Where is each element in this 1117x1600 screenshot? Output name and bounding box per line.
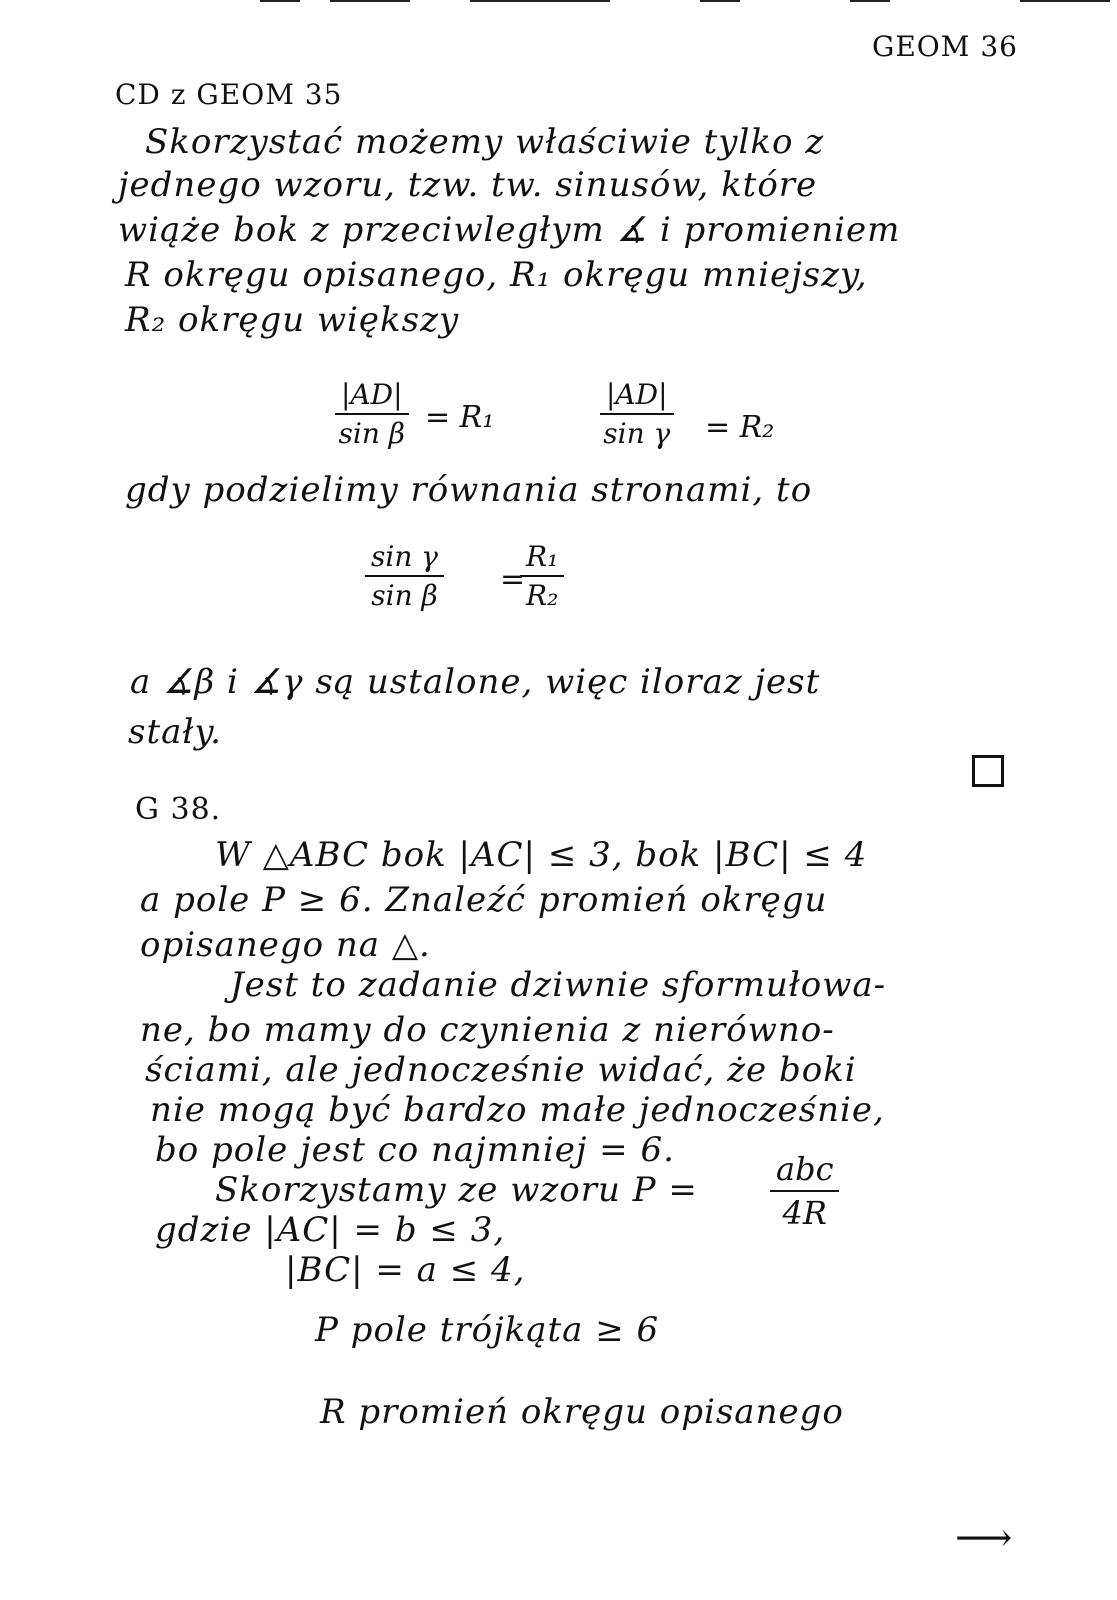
text-line: stały.: [128, 712, 222, 752]
next-page-arrow-icon: ⟶: [955, 1515, 1014, 1561]
text-line: |BC| = a ≤ 4,: [285, 1250, 526, 1290]
numerator: |AD|: [335, 378, 409, 415]
numerator: abc: [770, 1150, 839, 1192]
text-line: jednego wzoru, tzw. tw. sinusów, które: [118, 165, 818, 205]
text-line: nie mogą być bardzo małe jednocześnie,: [150, 1090, 885, 1130]
text-line: opisanego na △.: [140, 925, 431, 965]
formula-fraction: [335, 378, 409, 450]
formula-rhs: = R₂: [705, 410, 775, 445]
denominator: sin β: [371, 579, 438, 612]
text-line: W △ABC bok |AC| ≤ 3, bok |BC| ≤ 4: [215, 835, 868, 875]
section-title: G 38.: [135, 792, 222, 827]
text-line: wiąże bok z przeciwległym ∡ i promieniem: [118, 210, 901, 250]
end-of-proof-mark: [972, 755, 1004, 787]
equals-sign: =: [500, 562, 526, 597]
text-line: R okręgu opisanego, R₁ okręgu mniejszy,: [125, 255, 868, 295]
text-line: Skorzystać możemy właściwie tylko z: [145, 122, 825, 162]
text-line: a ∡β i ∡γ są ustalone, więc iloraz jest: [130, 662, 821, 702]
page-label: GEOM 36: [872, 30, 1018, 63]
formula-rhs: = R₁: [425, 400, 495, 435]
text-line: Jest to zadanie dziwnie sformułowa-: [230, 965, 887, 1005]
text-line: gdzie |AC| = b ≤ 3,: [155, 1210, 506, 1250]
denominator: sin β: [338, 417, 405, 450]
text-line: ściami, ale jednocześnie widać, że boki: [145, 1050, 857, 1090]
denominator: R₂: [526, 579, 559, 612]
scan-edge: [1020, 0, 1110, 2]
scan-edge: [850, 0, 890, 2]
text-line: bo pole jest co najmniej = 6.: [155, 1130, 675, 1170]
text-line: a pole P ≥ 6. Znaleźć promień okręgu: [140, 880, 828, 920]
denominator: 4R: [782, 1194, 827, 1232]
text-line: P pole trójkąta ≥ 6: [315, 1310, 660, 1350]
numerator: R₁: [520, 540, 564, 577]
text-line: ne, bo mamy do czynienia z nierówno-: [140, 1010, 835, 1050]
text-line: R promień okręgu opisanego: [320, 1392, 844, 1432]
formula-fraction: [520, 540, 564, 612]
scan-edge: [330, 0, 410, 2]
formula-fraction: [770, 1150, 839, 1232]
text-line: gdy podzielimy równania stronami, to: [125, 470, 813, 510]
scan-edge: [260, 0, 300, 2]
numerator: sin γ: [365, 540, 444, 577]
section-title: CD z GEOM 35: [115, 78, 343, 111]
scan-edge: [470, 0, 610, 2]
text-line: Skorzystamy ze wzoru P =: [215, 1170, 698, 1210]
numerator: |AD|: [600, 378, 674, 415]
scan-edge: [700, 0, 740, 2]
denominator: sin γ: [603, 417, 671, 450]
formula-fraction: [365, 540, 444, 612]
formula-fraction: [600, 378, 674, 450]
text-line: R₂ okręgu większy: [125, 300, 460, 340]
